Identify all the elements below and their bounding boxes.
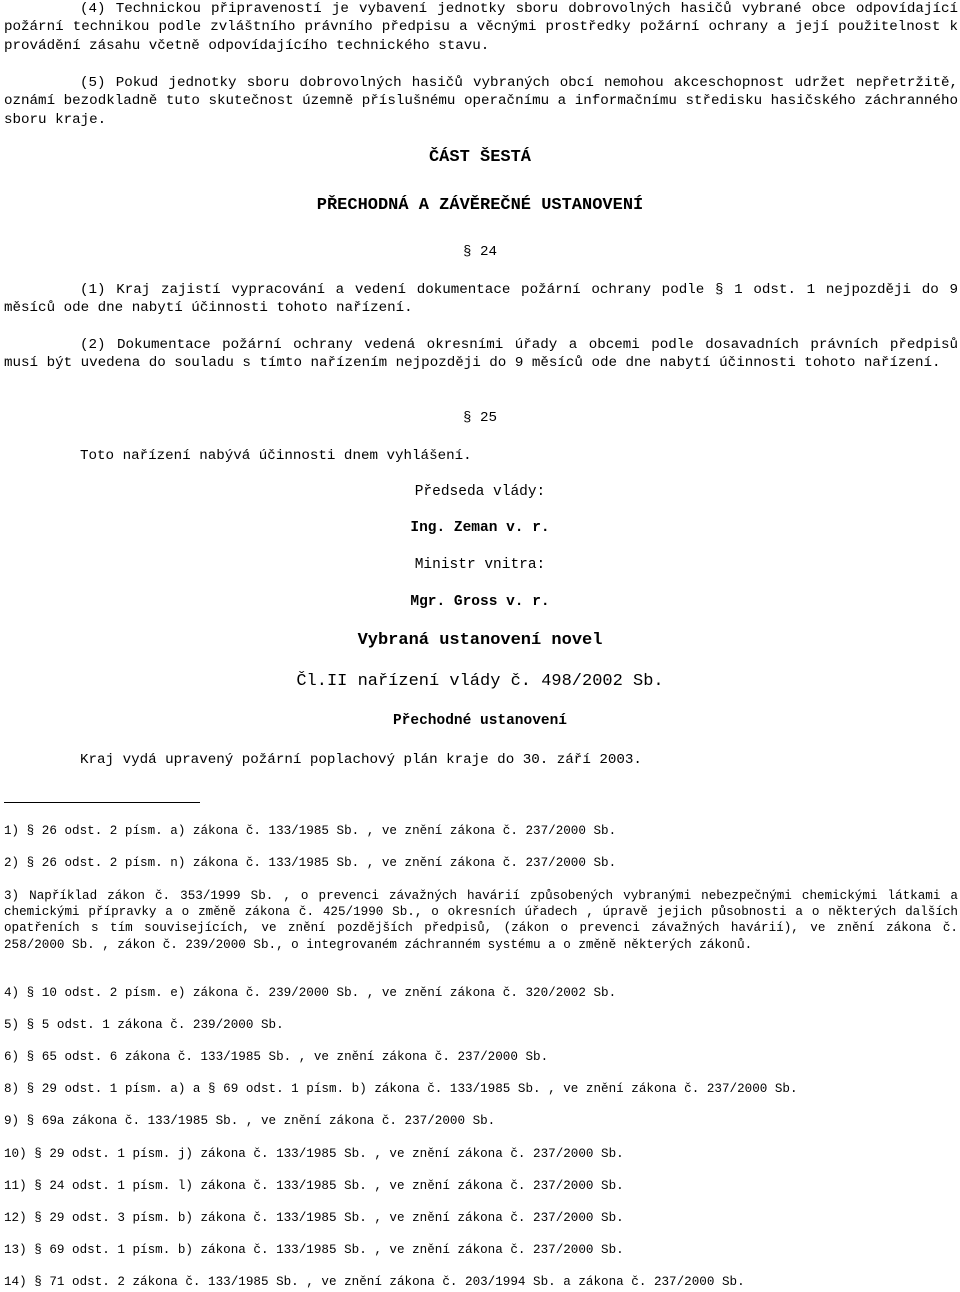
footnote-5: 5) § 5 odst. 1 zákona č. 239/2000 Sb. — [4, 1018, 284, 1032]
footnote-11: 11) § 24 odst. 1 písm. l) zákona č. 133/1985 Sb. , ve znění zákona č. 237/2000 Sb. — [4, 1179, 624, 1193]
footnote-14: 14) § 71 odst. 2 zákona č. 133/1985 Sb. , ve znění zákona č. 203/1994 Sb. a zákona č. 237/2000 Sb. — [4, 1275, 745, 1289]
minister-label: Ministr vnitra: — [414, 557, 546, 573]
pm-label: Předseda vlády: — [414, 484, 546, 500]
section-24-paragraph-1: (1) Kraj zajistí vypracování a vedení dokumentace požární ochrany podle § 1 odst. 1 nejpozději do 9 měsíců ode dne nabytí účinnosti tohoto nařízení. — [4, 282, 958, 317]
amendments-subtitle: Přechodné ustanovení — [392, 713, 568, 729]
amendments-title: Vybraná ustanovení novel — [357, 631, 603, 650]
footnote-1: 1) § 26 odst. 2 písm. a) zákona č. 133/1985 Sb. , ve znění zákona č. 237/2000 Sb. — [4, 824, 617, 838]
footnote-6: 6) § 65 odst. 6 zákona č. 133/1985 Sb. , ve znění zákona č. 237/2000 Sb. — [4, 1050, 549, 1064]
section-24-heading: § 24 — [462, 244, 498, 260]
footnote-10: 10) § 29 odst. 1 písm. j) zákona č. 133/1985 Sb. , ve znění zákona č. 237/2000 Sb. — [4, 1147, 624, 1161]
paragraph-5: (5) Pokud jednotky sboru dobrovolných hasičů vybraných obcí nemohou akceschopnost udržet nepřetržitě, oznámí bezodkladně tuto skutečnost územně příslušnému operačnímu a informačnímu středisku hasičského záchranného sboru kraje. — [4, 75, 958, 128]
footnote-separator — [4, 802, 200, 803]
footnote-9: 9) § 69a zákona č. 133/1985 Sb. , ve znění zákona č. 237/2000 Sb. — [4, 1114, 496, 1128]
footnote-3: 3) Například zákon č. 353/1999 Sb. , o prevenci závažných havárií způsobených vybranými nebezpečnými chemickými látkami a chemickými přípravky a o změně zákona č. 425/1990 Sb., o okresních úřadech , úpravě jejich působnosti a o některých dalších opatřeních s tím souvisejících, ve znění pozdějších předpisů, (zákon o prevenci závažných havárií), ve znění zákona č. 258/2000 Sb. , zákon č. 239/2000 Sb., o integrovaném záchranném systému a o změně některých zákonů. — [4, 889, 958, 952]
footnote-4: 4) § 10 odst. 2 písm. e) zákona č. 239/2000 Sb. , ve znění zákona č. 320/2002 Sb. — [4, 986, 617, 1000]
amendments-article: Čl.II nařízení vlády č. 498/2002 Sb. — [296, 672, 664, 691]
section-25-text: Toto nařízení nabývá účinnosti dnem vyhlášení. — [80, 448, 472, 464]
paragraph-4: (4) Technickou připraveností je vybavení jednotky sboru dobrovolných hasičů vybrané obce odpovídající požární technikou podle zvláštního právního předpisu a věcnými prostředky požární ochrany a její použitelnost k provádění zásahu včetně odpovídajícího technického stavu. — [4, 1, 958, 54]
footnote-13: 13) § 69 odst. 1 písm. b) zákona č. 133/1985 Sb. , ve znění zákona č. 237/2000 Sb. — [4, 1243, 624, 1257]
amendments-text: Kraj vydá upravený požární poplachový plán kraje do 30. září 2003. — [80, 752, 642, 768]
part-subtitle: PŘECHODNÁ A ZÁVĚREČNÉ USTANOVENÍ — [316, 196, 644, 215]
footnote-8: 8) § 29 odst. 1 písm. a) a § 69 odst. 1 písm. b) zákona č. 133/1985 Sb. , ve znění zákona č. 237/2000 Sb. — [4, 1082, 798, 1096]
pm-name: Ing. Zeman v. r. — [410, 520, 550, 536]
section-25-heading: § 25 — [462, 410, 498, 426]
footnote-2: 2) § 26 odst. 2 písm. n) zákona č. 133/1985 Sb. , ve znění zákona č. 237/2000 Sb. — [4, 856, 617, 870]
section-24-paragraph-2: (2) Dokumentace požární ochrany vedená okresními úřady a obcemi podle dosavadních právních předpisů musí být uvedena do souladu s tímto nařízením nejpozději do 9 měsíců ode dne nabytí účinnosti tohoto nařízení. — [4, 337, 958, 372]
footnote-12: 12) § 29 odst. 3 písm. b) zákona č. 133/1985 Sb. , ve znění zákona č. 237/2000 Sb. — [4, 1211, 624, 1225]
part-title: ČÁST ŠESTÁ — [428, 148, 532, 167]
minister-name: Mgr. Gross v. r. — [410, 594, 550, 610]
